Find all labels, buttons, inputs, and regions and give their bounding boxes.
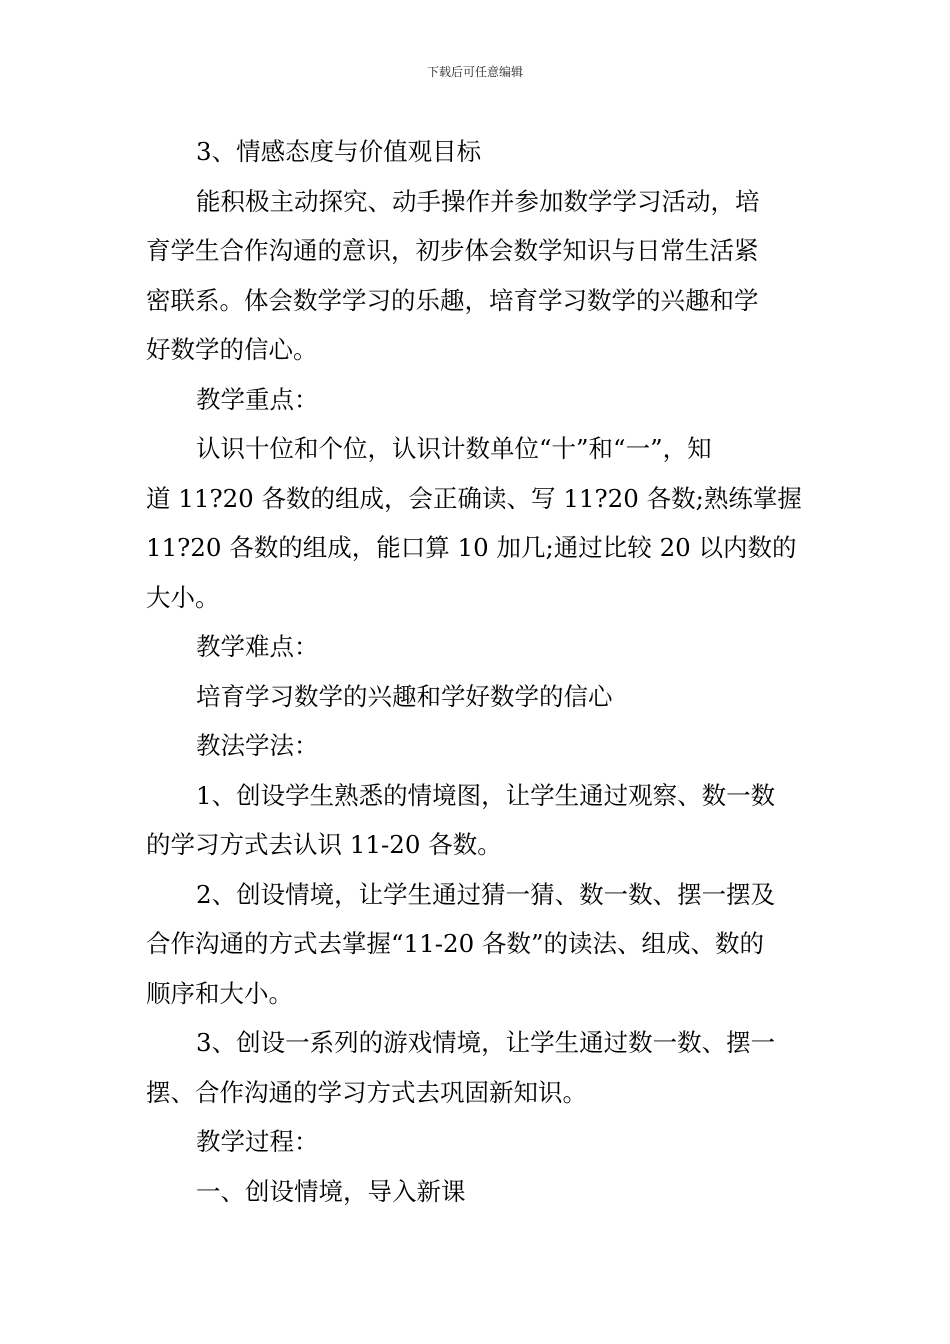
difficulty-heading: 教学难点：	[196, 632, 319, 661]
method3-line-2: 摆、合作沟通的学习方式去巩固新知识。	[146, 1077, 587, 1107]
key-points-line-2: 道 11?20 各数的组成，会正确读、写 11?20 各数;熟练掌握	[146, 483, 802, 513]
method1-line-1: 1、创设学生熟悉的情境图，让学生通过观察、数一数	[196, 780, 776, 810]
method3-paragraph	[146, 1018, 806, 1117]
process-heading: 教学过程：	[196, 1127, 319, 1156]
page-header: 下载后可任意编辑	[426, 65, 523, 79]
section1-heading: 一、创设情境，导入新课	[196, 1176, 466, 1206]
method1-line-2: 的学习方式去认识 11-20 各数。	[146, 830, 502, 859]
method2-line-3: 顺序和大小。	[146, 978, 293, 1008]
goal3-heading: 3、情感态度与价值观目标	[196, 137, 482, 166]
key-points-line-1: 认识十位和个位，认识计数单位“十”和“一”，知	[196, 434, 712, 463]
methods-heading: 教法学法：	[196, 731, 319, 760]
goal3-line-4: 好数学的信心。	[146, 335, 318, 364]
key-points-heading: 教学重点：	[196, 384, 319, 414]
key-points-paragraph	[146, 424, 806, 622]
goal3-line-3: 密联系。体会数学学习的乐趣，培育学习数学的兴趣和学	[146, 285, 759, 315]
key-points-line-4: 大小。	[146, 582, 220, 612]
method1-paragraph	[146, 771, 806, 870]
difficulty-paragraph: 培育学习数学的兴趣和学好数学的信心	[196, 681, 613, 711]
method2-line-1: 2、创设情境，让学生通过猜一猜、数一数、摆一摆及	[196, 879, 776, 909]
goal3-line-2: 育学生合作沟通的意识，初步体会数学知识与日常生活紧	[146, 236, 759, 265]
goal3-paragraph	[146, 177, 806, 375]
document-body	[146, 127, 806, 1216]
method3-line-1: 3、创设一系列的游戏情境，让学生通过数一数、摆一	[196, 1028, 776, 1057]
method2-paragraph	[146, 870, 806, 1019]
method2-line-2: 合作沟通的方式去掌握“11-20 各数”的读法、组成、数的	[146, 929, 764, 958]
key-points-line-3: 11?20 各数的组成，能口算 10 加几;通过比较 20 以内数的	[146, 533, 797, 562]
goal3-line-1: 能积极主动探究、动手操作并参加数学学习活动，培	[196, 186, 760, 216]
